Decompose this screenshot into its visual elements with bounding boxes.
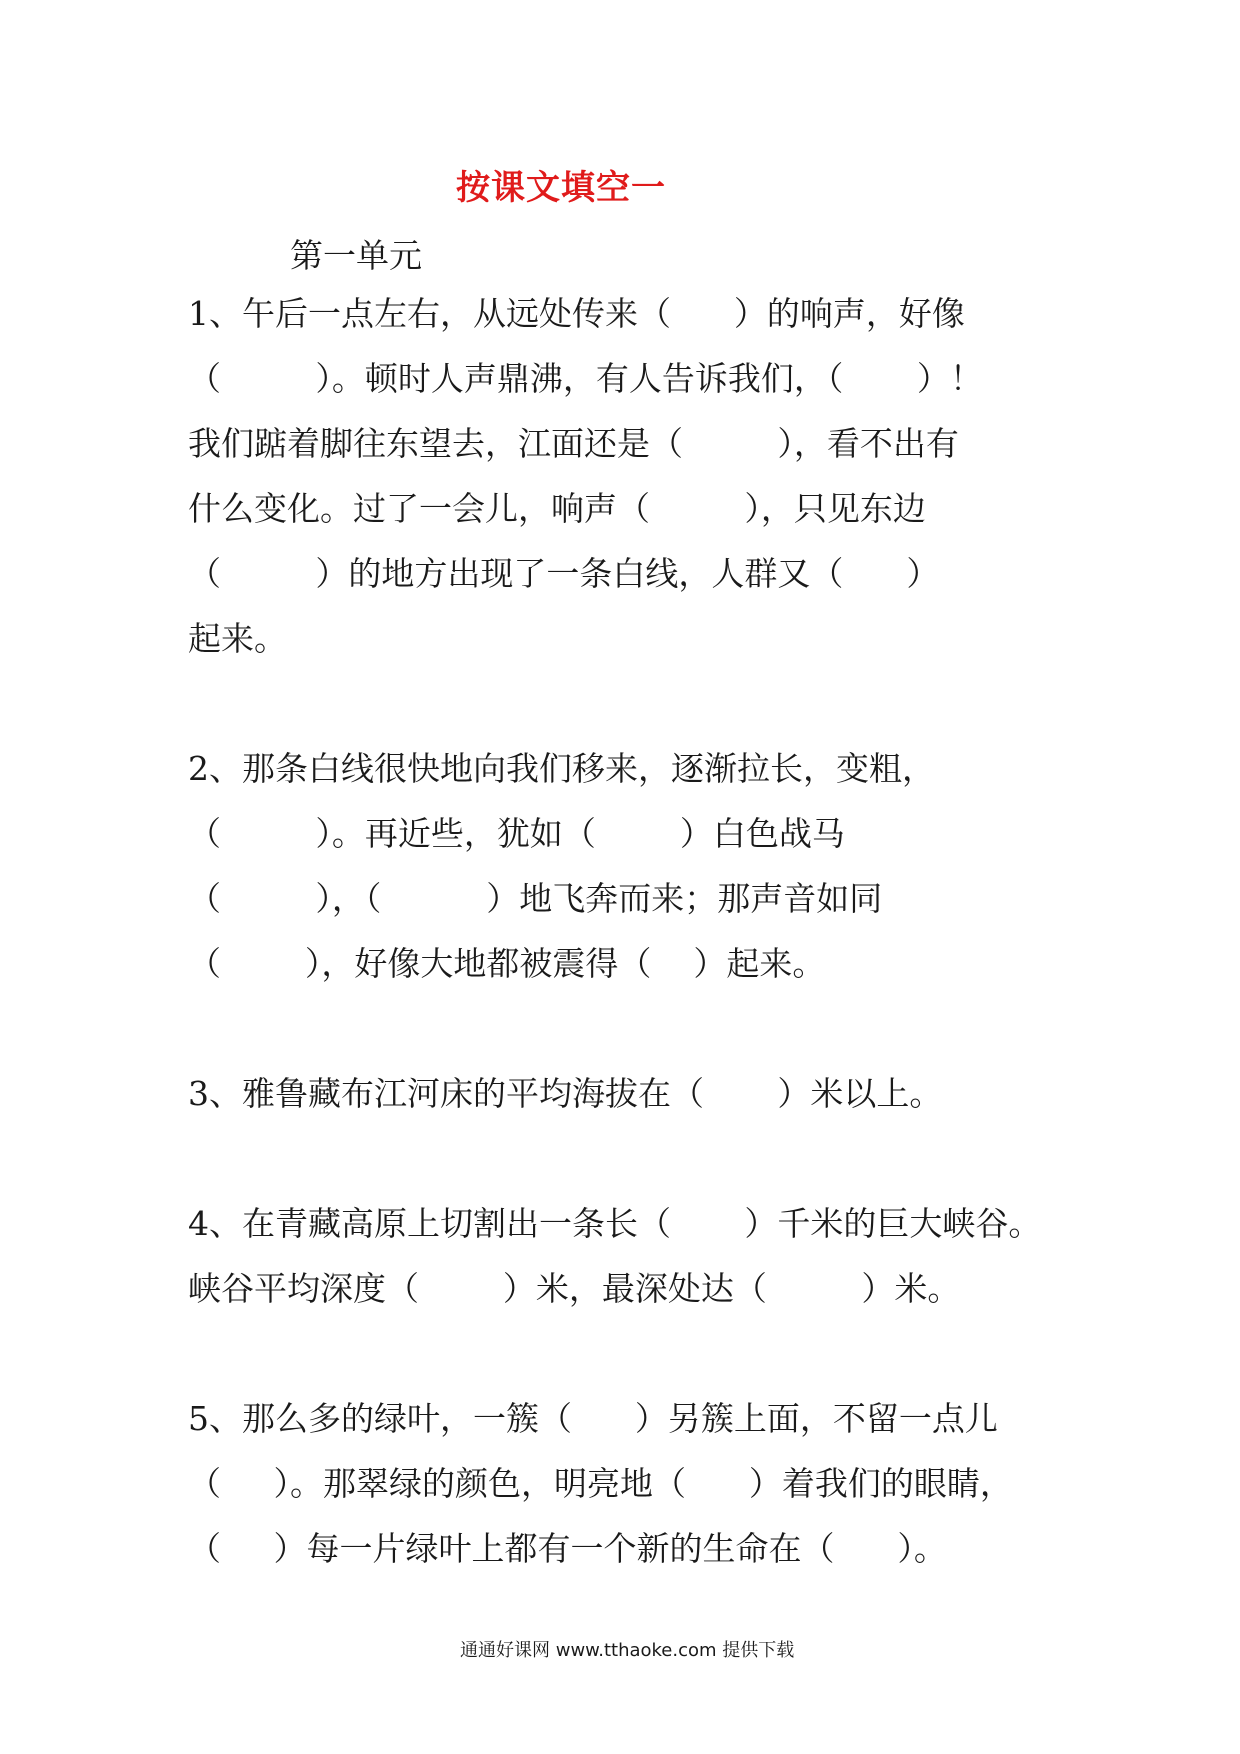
q1-line-5: （ ）的地方出现了一条白线，人群又（ ） bbox=[188, 554, 940, 593]
q4-line-1: 4、在青藏高原上切割出一条长（ ）千米的巨大峡谷。 bbox=[188, 1204, 1042, 1243]
page-footer: 通通好课网 www.tthaoke.com 提供下载 bbox=[460, 1640, 795, 1661]
q4-line-2: 峡谷平均深度（ ）米，最深处达（ ）米。 bbox=[188, 1269, 961, 1308]
q5-line-1: 5、那么多的绿叶，一簇（ ）另簇上面，不留一点儿 bbox=[188, 1399, 998, 1438]
page-title: 按课文填空一 bbox=[456, 168, 666, 208]
q1-line-4: 什么变化。过了一会儿，响声（ ），只见东边 bbox=[188, 489, 926, 528]
unit-heading: 第一单元 bbox=[290, 236, 422, 275]
q1-line-1: 1、午后一点左右，从远处传来（ ）的响声，好像 bbox=[188, 294, 965, 333]
q5-line-3: （ ）每一片绿叶上都有一个新的生命在（ ）。 bbox=[188, 1529, 947, 1568]
q1-line-2: （ ）。顿时人声鼎沸，有人告诉我们，（ ）！ bbox=[188, 359, 983, 398]
q2-line-1: 2、那条白线很快地向我们移来，逐渐拉长，变粗， bbox=[188, 749, 935, 788]
q3-line-1: 3、雅鲁藏布江河床的平均海拔在（ ）米以上。 bbox=[188, 1074, 943, 1113]
q1-line-3: 我们踮着脚往东望去，江面还是（ ），看不出有 bbox=[188, 424, 959, 463]
q1-line-6: 起来。 bbox=[188, 619, 287, 658]
q2-line-2: （ ）。再近些，犹如（ ）白色战马 bbox=[188, 814, 845, 853]
q5-line-2: （ ）。那翠绿的颜色，明亮地（ ）着我们的眼睛， bbox=[188, 1464, 1013, 1503]
q2-line-4: （ ），好像大地都被震得（ ）起来。 bbox=[188, 944, 826, 983]
q2-line-3: （ ），（ ）地飞奔而来；那声音如同 bbox=[188, 879, 883, 918]
